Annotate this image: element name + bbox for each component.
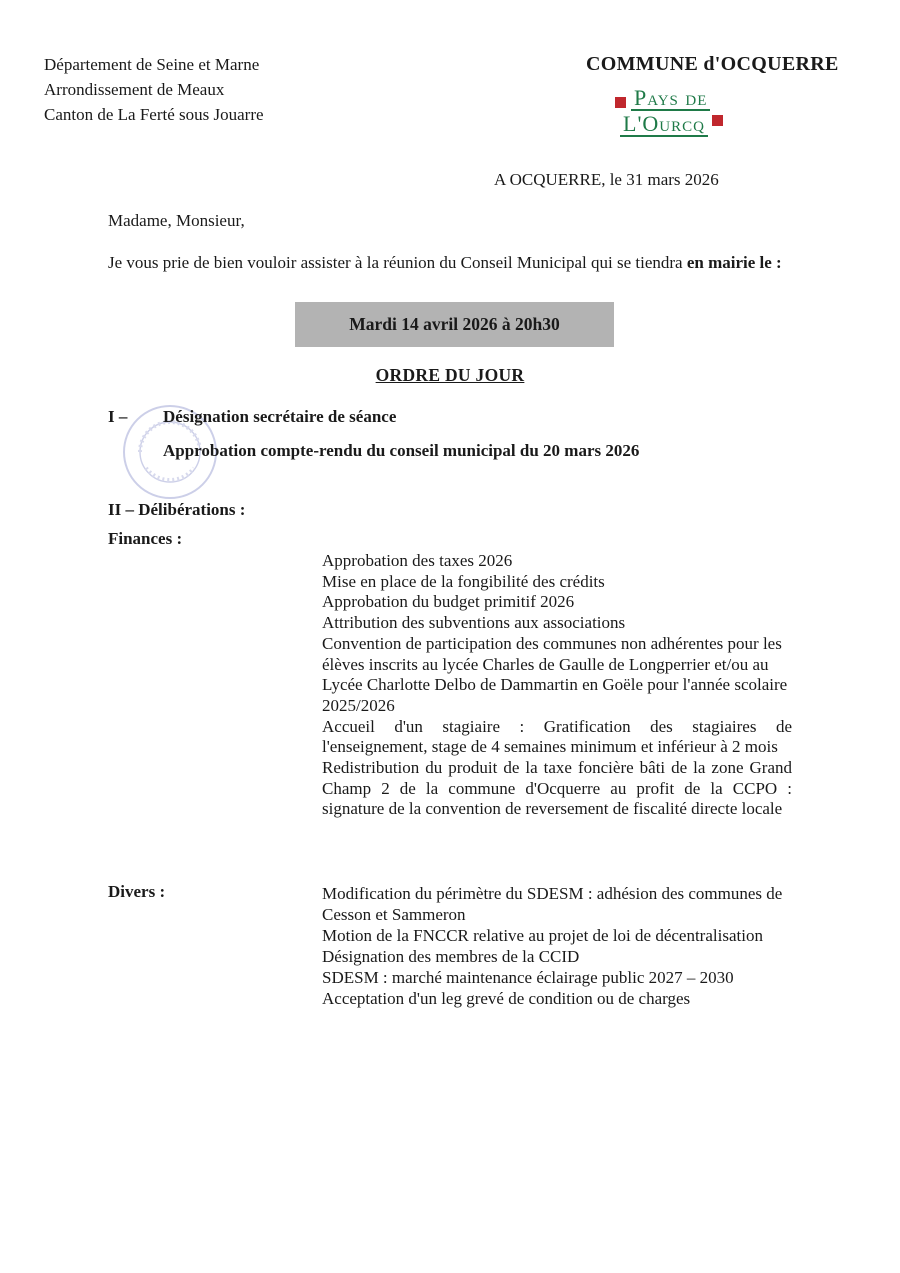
section-one-numeral: I – <box>108 407 128 426</box>
agenda-item: Motion de la FNCCR relative au projet de loi de décentralisation <box>322 926 763 945</box>
section-one-item-approbation: Approbation compte-rendu du conseil municipal du 20 mars 2026 <box>163 441 640 460</box>
logo-red-square-icon <box>712 115 723 126</box>
divers-label: Divers : <box>108 882 166 901</box>
meeting-date-text: Mardi 14 avril 2026 à 20h30 <box>349 314 560 334</box>
finances-label: Finances : <box>108 529 183 548</box>
agenda-item: Accueil d'un stagiaire : Gratification des stagiaires de l'enseignement, stage de 4 semaines minimum et inférieur à 2 mois <box>322 716 792 757</box>
intro-text: Je vous prie de bien vouloir assister à la réunion du Conseil Municipal qui se tiendra <box>108 253 687 272</box>
logo-line-2 <box>620 112 755 137</box>
agenda-item: Attribution des subventions aux associations <box>322 613 626 633</box>
agenda-item: Approbation du budget primitif 2026 <box>322 592 575 612</box>
agenda-item: Désignation des membres de la CCID <box>322 947 580 966</box>
logo-text-pays-de: Pays de <box>631 86 710 111</box>
finances-item-list <box>322 551 792 820</box>
logo-line-1 <box>615 86 755 111</box>
commune-title: COMMUNE d'OCQUERRE <box>586 53 839 75</box>
logo-text-lourcq: L'Ourcq <box>620 112 708 137</box>
section-one-item-secretaire: Désignation secrétaire de séance <box>163 407 397 426</box>
agenda-item: Acceptation d'un leg grevé de condition ou de charges <box>322 989 691 1008</box>
place-date-line: A OCQUERRE, le 31 mars 2026 <box>494 170 719 189</box>
agenda-item: Modification du périmètre du SDESM : adhésion des communes de Cesson et Sammeron <box>322 884 783 924</box>
agenda-item: Redistribution du produit de la taxe foncière bâti de la zone Grand Champ 2 de la commune d'Ocquerre au profit de la CCPO : signature de la convention de reversement de fiscalité directe locale <box>322 758 792 819</box>
canton-line: Canton de La Ferté sous Jouarre <box>44 105 264 124</box>
agenda-item: Convention de participation des communes non adhérentes pour les élèves inscrits au lycée Charles de Gaulle de Longperrier et/ou au Lycée Charlotte Delbo de Dammartin en Goële pour l'année scolaire 2025/2026 <box>322 633 788 715</box>
logo-red-square-icon <box>615 97 626 108</box>
agenda-item: Mise en place de la fongibilité des crédits <box>322 571 605 591</box>
department-line: Département de Seine et Marne <box>44 55 260 74</box>
agenda-title-text: ORDRE DU JOUR <box>375 365 525 385</box>
arrondissement-line: Arrondissement de Meaux <box>44 80 225 99</box>
salutation: Madame, Monsieur, <box>108 211 245 230</box>
agenda-item: SDESM : marché maintenance éclairage public 2027 – 2030 <box>322 968 734 987</box>
administrative-header <box>44 52 264 127</box>
intro-paragraph <box>108 252 792 273</box>
meeting-date-box <box>295 302 614 347</box>
intro-bold-text: en mairie le : <box>686 253 782 272</box>
agenda-item: Approbation des taxes 2026 <box>322 551 513 570</box>
divers-item-list <box>322 883 792 1009</box>
pays-de-lourcq-logo <box>615 86 755 137</box>
section-two-heading: II – Délibérations : <box>108 500 246 519</box>
agenda-title <box>0 365 900 386</box>
